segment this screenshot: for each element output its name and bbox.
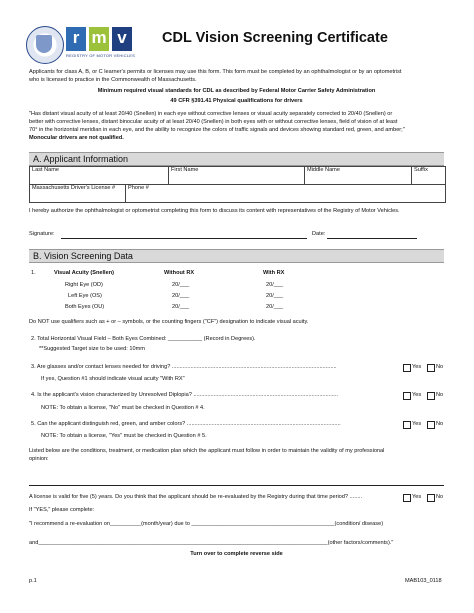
page-number: p.1 [29, 578, 37, 584]
q4-yes-label: Yes [412, 392, 422, 398]
q5-no-label: No [436, 421, 444, 427]
license-number-field[interactable] [29, 184, 126, 203]
standards-cfr: 49 CFR §391.41 Physical qualifications for drivers [170, 98, 303, 104]
q4-no-label: No [436, 392, 444, 398]
q5-yes-checkbox[interactable] [403, 421, 411, 429]
section-a-title: A. Applicant Information [33, 154, 129, 164]
first-name-field[interactable] [168, 166, 305, 185]
conditions-text-line-1: Listed below are the conditions, treatment, or medication plan which the applicant must follow in order to maintain the validity of my professional [29, 448, 385, 454]
middle-name-field[interactable] [304, 166, 412, 185]
reeval-no-checkbox[interactable] [427, 494, 435, 502]
q3-yes-label: Yes [412, 364, 422, 370]
standards-heading: Minimum required visual standards for CDL as described by Federal Motor Carrier Safety Administration [97, 88, 376, 94]
last-name-label: Last Name [32, 167, 60, 173]
turn-over-note: Turn over to complete reverse side [190, 551, 283, 557]
conditions-entry-line[interactable] [29, 485, 444, 486]
suffix-label: Suffix [414, 167, 428, 173]
left-eye-with-rx[interactable]: 20/___ [266, 293, 284, 299]
q3-no-checkbox[interactable] [427, 364, 435, 372]
seal-shield-icon [36, 35, 52, 53]
both-eyes-without-rx[interactable]: 20/___ [172, 304, 190, 310]
left-eye-label: Left Eye (OS) [68, 293, 102, 299]
question-2: 2. Total Horizontal Visual Field – Both Eyes Combined: ___________ (Record in Degrees). [31, 336, 256, 342]
rmv-logo: r m v REGISTRY OF MOTOR VEHICLES [66, 28, 135, 58]
authorization-text: I hereby authorize the ophthalmologist or optometrist completing this form to discuss its content with representatives of the Registry of Motor Vehicles. [29, 208, 400, 214]
middle-name-label: Middle Name [307, 167, 340, 173]
fmcsa-quote-line-3: 70° in the horizontal meridian in each eye, and the ability to recognize the colors of traffic signals and devices showing standard red, green, and amber;" [29, 127, 405, 133]
if-yes-instruction: If "YES," please complete: [29, 507, 95, 513]
question-4: 4. Is the applicant's vision characterized by Unresolved Diplopia? ............................................................................................. [31, 392, 338, 398]
question-4-note: NOTE: To obtain a license, "No" must be checked in Question # 4. [41, 405, 205, 411]
q3-no-label: No [436, 364, 444, 370]
right-eye-without-rx[interactable]: 20/___ [172, 282, 190, 288]
q4-yes-checkbox[interactable] [403, 392, 411, 400]
first-name-label: First Name [171, 167, 199, 173]
other-factors-line[interactable]: and_____________________________________________________________________________________________(other factors/comments)." [29, 540, 394, 546]
left-eye-without-rx[interactable]: 20/___ [172, 293, 190, 299]
both-eyes-label: Both Eyes (OU) [65, 304, 105, 310]
intro-text-line-1: Applicants for class A, B, or C learner's permits or licenses may use this form. This form must be completed by an ophthalmologist or by an optometrist [29, 69, 402, 75]
right-eye-with-rx[interactable]: 20/___ [266, 282, 284, 288]
reeval-no-label: No [436, 494, 444, 500]
visual-acuity-heading: Visual Acuity (Snellen) [54, 270, 114, 276]
signature-label: Signature: [29, 231, 55, 237]
without-rx-heading: Without RX [164, 270, 195, 276]
question-3-note: If yes, Question #1 should indicate visual acuity "With RX" [41, 376, 185, 382]
section-a-header [29, 152, 444, 166]
section-b-title: B. Vision Screening Data [33, 251, 133, 261]
q4-no-checkbox[interactable] [427, 392, 435, 400]
phone-field[interactable] [125, 184, 446, 203]
qualifiers-note: Do NOT use qualifiers such as + or – symbols, or the counting fingers ("CF") designation to indicate visual acuity. [29, 319, 309, 325]
question-3: 3. Are glasses and/or contact lenses needed for driving? .......................................................................................................... [31, 364, 337, 370]
intro-text-line-2: who is licensed to practice in the Commonwealth of Massachusetts. [29, 77, 197, 83]
q3-yes-checkbox[interactable] [403, 364, 411, 372]
rmv-logo-subtitle: REGISTRY OF MOTOR VEHICLES [66, 53, 135, 58]
q5-no-checkbox[interactable] [427, 421, 435, 429]
section-b-header [29, 249, 444, 263]
right-eye-label: Right Eye (OD) [65, 282, 103, 288]
with-rx-heading: With RX [263, 270, 285, 276]
monocular-note: Monocular drivers are not qualified. [29, 135, 124, 141]
form-id: MAB103_0118 [405, 578, 442, 584]
reeval-yes-checkbox[interactable] [403, 494, 411, 502]
question-5-note: NOTE: To obtain a license, "Yes" must be checked in Question # 5. [41, 433, 207, 439]
fmcsa-quote-line-2: better with corrective lenses, distant binocular acuity of at least 20/40 (Snellen) in both eyes with or without corrective lenses, field of vision of at least [29, 119, 398, 125]
conditions-text-line-2: opinion: [29, 456, 49, 462]
date-line[interactable] [327, 238, 417, 239]
reevaluation-question: A license is valid for five (5) years. Do you think that the applicant should be re-evaluated by the Registry during that time period? ........ [29, 494, 363, 500]
phone-label: Phone # [128, 185, 149, 191]
license-number-label: Massachusetts Driver's License # [32, 185, 116, 191]
reeval-yes-label: Yes [412, 494, 422, 500]
both-eyes-with-rx[interactable]: 20/___ [266, 304, 284, 310]
q5-yes-label: Yes [412, 421, 422, 427]
fmcsa-quote-line-1: "Has distant visual acuity of at least 20/40 (Snellen) in each eye without corrective lenses or visual acuity separately corrected to 20/40 (Snellen) or [29, 111, 393, 117]
page-title: CDL Vision Screening Certificate [162, 30, 388, 46]
signature-line[interactable] [61, 238, 307, 239]
question-5: 5. Can the applicant distinguish red, green, and amber colors? ................................................................................................... [31, 421, 341, 427]
question-2-note: **Suggested Target size to be used: 10mm [39, 346, 145, 352]
question-1-number: 1. [31, 270, 36, 276]
recommendation-line[interactable]: "I recommend a re-evaluation on__________(month/year) due to ______________________________________________(condition/ disease) [29, 521, 384, 527]
suffix-field[interactable] [411, 166, 446, 185]
date-label: Date: [312, 231, 326, 237]
last-name-field[interactable] [29, 166, 169, 185]
